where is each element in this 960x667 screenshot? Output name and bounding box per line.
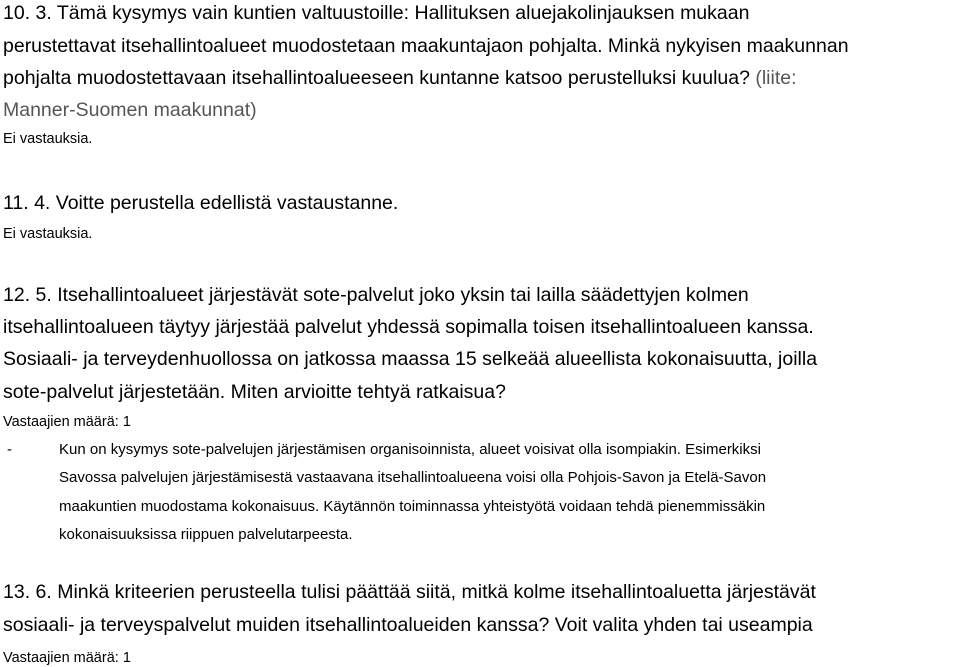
question-10-line-3-wrap bbox=[3, 67, 797, 89]
question-13-line-2: sosiaali- ja terveyspalvelut muiden itsehallintoalueiden kanssa? Voit valita yhden tai useampia bbox=[3, 614, 813, 636]
question-11-status: Ei vastauksia. bbox=[3, 226, 93, 242]
question-10-line-4: Manner-Suomen maakunnat) bbox=[3, 99, 257, 121]
question-13-respondents: Vastaajien määrä: 1 bbox=[3, 650, 131, 666]
answer-bullet-dash: - bbox=[7, 441, 12, 458]
question-10-line-1: 10. 3. Tämä kysymys vain kuntien valtuustoille: Hallituksen aluejakolinjauksen mukaan bbox=[3, 2, 750, 24]
question-10-line-2: perustettavat itsehallintoalueet muodostetaan maakuntajaon pohjalta. Minkä nykyisen maakunnan bbox=[3, 35, 849, 57]
answer-line-2: Savossa palvelujen järjestämisestä vastaavana itsehallintoalueena voisi olla Pohjois-Savon ja Etelä-Savon bbox=[59, 469, 767, 486]
question-10-status: Ei vastauksia. bbox=[3, 131, 93, 147]
question-10-line-3: pohjalta muodostettavaan itsehallintoalueeseen kuntanne katsoo perustelluksi kuulua? bbox=[3, 67, 750, 89]
answer-line-4: kokonaisuuksissa riippuen palvelutarpeesta. bbox=[59, 526, 353, 543]
question-12-line-3: Sosiaali- ja terveydenhuollossa on jatkossa maassa 15 selkeää alueellista kokonaisuutta, joilla bbox=[3, 348, 818, 370]
question-10-hint: (liite: bbox=[755, 67, 797, 89]
answer-line-3: maakuntien muodostama kokonaisuus. Käytännön toiminnassa yhteistyötä voidaan tehdä pienemmissäkin bbox=[59, 498, 766, 515]
answer-line-1: Kun on kysymys sote-palvelujen järjestämisen organisoinnista, alueet voisivat olla isompiakin. Esimerkiksi bbox=[59, 441, 761, 458]
question-12-line-1: 12. 5. Itsehallintoalueet järjestävät sote-palvelut joko yksin tai lailla säädettyjen kolmen bbox=[3, 284, 749, 306]
question-11-title: 11. 4. Voitte perustella edellistä vastaustanne. bbox=[3, 192, 399, 214]
question-13-line-1: 13. 6. Minkä kriteerien perusteella tulisi päättää siitä, mitkä kolme itsehallintoaluetta järjestävät bbox=[3, 581, 816, 603]
question-12-line-2: itsehallintoalueen täytyy järjestää palvelut yhdessä sopimalla toisen itsehallintoalueen kanssa. bbox=[3, 316, 814, 338]
question-12-respondents: Vastaajien määrä: 1 bbox=[3, 414, 131, 430]
question-12-line-4: sote-palvelut järjestetään. Miten arvioitte tehtyä ratkaisua? bbox=[3, 381, 506, 403]
